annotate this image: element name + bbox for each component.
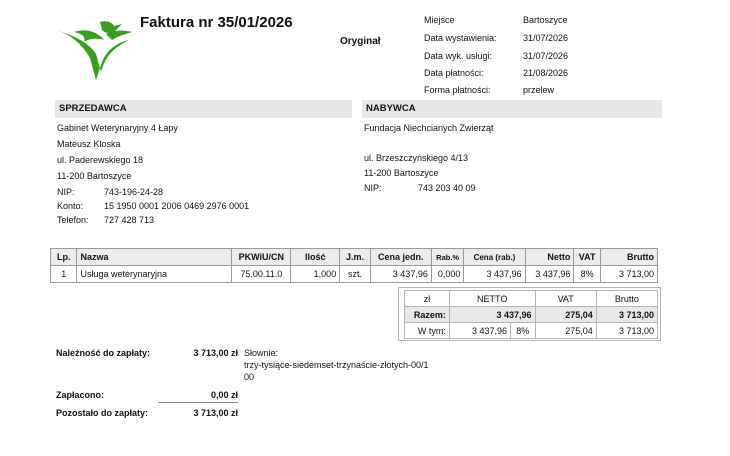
cell-vat: 8%: [574, 266, 600, 283]
meta-payment-date-value: 21/08/2026: [523, 68, 569, 78]
col-discount: Rab.%: [431, 249, 464, 266]
seller-name: Gabinet Weterynaryjny 4 Łapy: [57, 123, 178, 133]
summary-incl-rate: 8%: [511, 323, 535, 339]
seller-person: Mateusz Kloska: [57, 139, 121, 149]
buyer-header: NABYWCA: [362, 100, 662, 118]
remaining-label: Pozostało do zapłaty:: [56, 408, 149, 418]
col-qty: Ilość: [291, 249, 340, 266]
veterinary-logo-icon: [56, 18, 136, 82]
items-table: [50, 248, 658, 283]
seller-nip-label: NIP:: [57, 187, 75, 197]
meta-issue-date-label: Data wystawienia:: [424, 33, 497, 43]
summary-currency: zł: [405, 291, 450, 307]
cell-qty: 1,000: [291, 266, 340, 283]
buyer-street: ul. Brzeszczyńskiego 4/13: [364, 153, 469, 163]
seller-phone: 727 428 713: [104, 215, 155, 225]
cell-discounted-price: 3 437,96: [464, 266, 525, 283]
seller-phone-label: Telefon:: [57, 215, 89, 225]
summary-total-brutto: 3 713,00: [596, 307, 657, 323]
seller-header: SPRZEDAWCA: [55, 100, 352, 118]
col-brutto: Brutto: [600, 249, 657, 266]
seller-account: 15 1950 0001 2006 0469 2976 0001: [104, 201, 250, 211]
cell-lp: 1: [51, 266, 77, 283]
meta-service-date-label: Data wyk. usługi:: [424, 51, 493, 61]
meta-payment-date-label: Data płatności:: [424, 68, 484, 78]
meta-issue-date-value: 31/07/2026: [523, 33, 569, 43]
amount-words-line1: trzy-tysiące-siedemset-trzynaście-złotych-00/1: [244, 360, 429, 370]
summary-incl-brutto: 3 713,00: [596, 323, 657, 339]
buyer-nip-label: NIP:: [364, 183, 382, 193]
paid-label: Zapłacono:: [56, 390, 105, 400]
seller-street: ul. Paderewskiego 18: [57, 155, 144, 165]
table-row: [51, 266, 658, 283]
col-discounted-price: Cena (rab.): [464, 249, 525, 266]
meta-place-value: Bartoszyce: [523, 15, 568, 25]
cell-unit-price: 3 437,96: [370, 266, 431, 283]
summary-total-vat: 275,04: [535, 307, 596, 323]
amount-words-line2: 00: [244, 372, 255, 382]
seller-nip: 743-196-24-28: [104, 187, 164, 197]
seller-account-label: Konto:: [57, 201, 84, 211]
items-table-header: [51, 249, 658, 266]
summary-header-row: [405, 291, 658, 307]
buyer-city: 11-200 Bartoszyce: [364, 168, 439, 178]
col-vat: VAT: [574, 249, 600, 266]
summary-incl-label: W tym:: [405, 323, 450, 339]
cell-unit: szt.: [340, 266, 371, 283]
seller-city: 11-200 Bartoszyce: [57, 171, 132, 181]
meta-payment-form-value: przelew: [523, 85, 555, 95]
invoice-title: Faktura nr 35/01/2026: [140, 14, 293, 31]
meta-place-label: Miejsce: [424, 15, 455, 25]
remaining-value: 3 713,00 zł: [193, 408, 238, 418]
buyer-name: Fundacja Niechcianych Zwierząt: [364, 123, 494, 133]
paid-value: 0,00 zł: [158, 390, 238, 403]
summary-incl-netto: 3 437,96: [449, 323, 510, 339]
cell-discount: 0,000: [431, 266, 464, 283]
summary-col-brutto: Brutto: [596, 291, 657, 307]
amount-due-label: Należność do zapłaty:: [56, 348, 151, 358]
copy-type-label: Oryginał: [340, 36, 381, 47]
summary-col-netto: NETTO: [449, 291, 535, 307]
summary-incl-vat: 275,04: [535, 323, 596, 339]
col-unit-price: Cena jedn.: [370, 249, 431, 266]
summary-total-label: Razem:: [405, 307, 450, 323]
summary-total-row: [405, 307, 658, 323]
summary-total-netto: 3 437,96: [449, 307, 535, 323]
col-netto: Netto: [525, 249, 574, 266]
col-pkwiu: PKWiU/CN: [232, 249, 291, 266]
cell-netto: 3 437,96: [525, 266, 574, 283]
summary-incl-row: [405, 323, 658, 339]
cell-pkwiu: 75.00.11.0: [232, 266, 291, 283]
meta-service-date-value: 31/07/2026: [523, 51, 569, 61]
summary-col-vat: VAT: [535, 291, 596, 307]
buyer-nip: 743 203 40 09: [418, 183, 476, 193]
col-name: Nazwa: [77, 249, 232, 266]
amount-words-label: Słownie:: [244, 348, 279, 358]
col-lp: Lp.: [51, 249, 77, 266]
cell-name: Usługa weterynaryjna: [77, 266, 232, 283]
amount-due-value: 3 713,00 zł: [193, 348, 238, 358]
cell-brutto: 3 713,00: [600, 266, 657, 283]
meta-payment-form-label: Forma płatności:: [424, 85, 491, 95]
col-unit: J.m.: [340, 249, 371, 266]
summary-table: [404, 290, 658, 339]
